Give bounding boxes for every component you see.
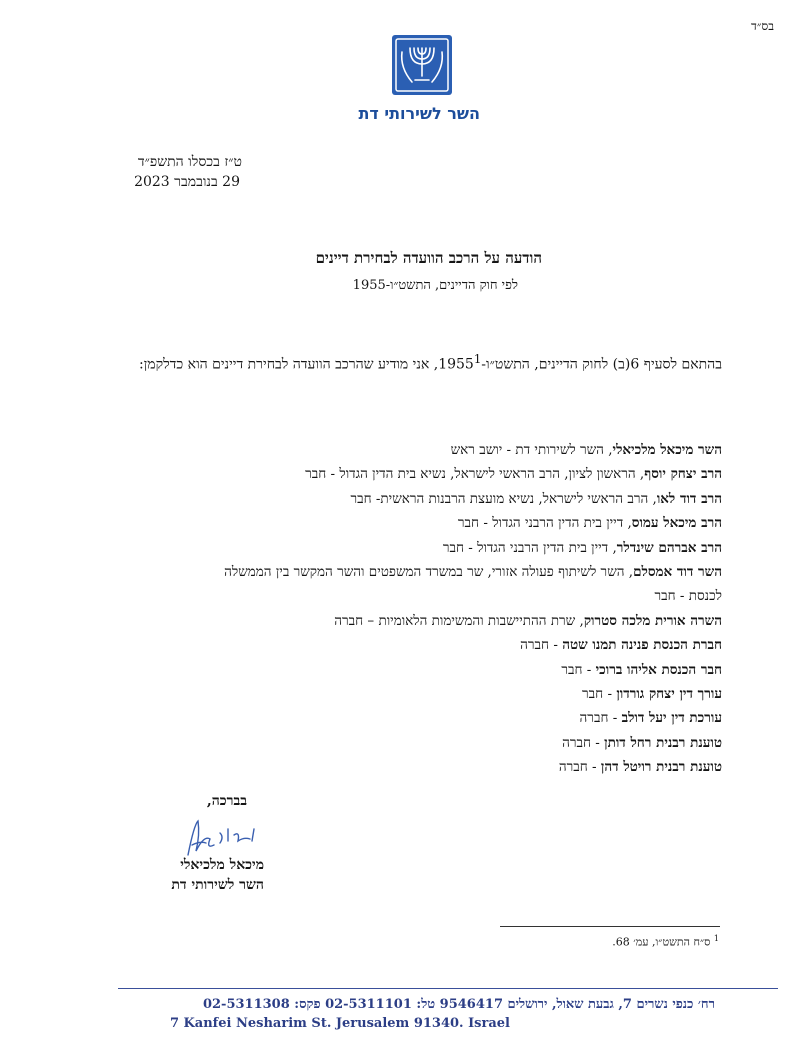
gregorian-date: 29 בנובמבר 2023	[134, 174, 240, 190]
member-role: , השר לשירותי דת - יושב ראש	[450, 442, 613, 458]
member-role: , דיין בית הדין הרבני הגדול - חבר	[442, 539, 617, 556]
member-role: - חבר	[561, 661, 596, 678]
member-role: - חברה	[520, 637, 563, 654]
signature-icon	[180, 815, 270, 861]
member-line	[72, 438, 722, 462]
member-name: טוענת רבנית רחל דותן	[604, 734, 722, 751]
member-name: השר מיכאל מלכיאלי	[612, 442, 722, 458]
member-role: - חברה	[579, 710, 622, 727]
hebrew-date: ט״ז בכסלו התשפ״ד	[137, 154, 242, 170]
member-role: , דיין בית הדין הרבני הגדול - חבר	[457, 515, 632, 532]
member-name: השר דוד אמסלם	[633, 564, 722, 581]
member-line	[72, 536, 722, 560]
member-line	[72, 731, 722, 755]
member-role: , הרב הראשי לישראל, נשיא מועצת הרבנות הראשית- חבר	[350, 490, 657, 507]
member-name: טוענת רבנית רויטל דהן	[600, 759, 722, 776]
member-name: הרב אברהם שינדלר	[616, 539, 722, 556]
member-line	[72, 658, 722, 682]
member-name: השרה אורית מלכה סטרוק	[583, 612, 722, 629]
member-role: - חברה	[562, 734, 605, 751]
member-name: הרב מיכאל עמוס	[631, 515, 722, 532]
footnote	[612, 934, 719, 949]
footnote-divider	[500, 926, 720, 927]
member-name: הרב דוד לאו	[656, 490, 722, 507]
notice-subtitle: לפי חוק הדיינים, התשט״ו-1955	[352, 278, 518, 293]
member-role: , השר לשיתוף פעולה אזורי, שר במשרד המשפטים והשר המקשר בין הממשלה	[224, 564, 634, 581]
signatory-title: השר לשירותי דת	[171, 877, 264, 893]
member-line	[72, 462, 722, 486]
intro-text: , אני מודיע שהרכב הוועדה לבחירת דיינים הוא כדלקמן:	[139, 356, 439, 373]
member-line	[72, 511, 722, 535]
member-line	[72, 706, 722, 730]
member-name: עורך דין יצחק גורדון	[616, 686, 722, 703]
footer-address-hebrew: רח׳ כנפי נשרים 7, גבעת שאול, ירושלים 9546417 טל: 02-5311101 פקס: 02-5311308	[202, 997, 715, 1012]
member-line	[72, 755, 722, 779]
footnote-text: ס״ח התשט״ו, עמ׳ 68.	[612, 935, 714, 949]
member-line	[72, 633, 722, 657]
notice-title: הודעה על הרכב הוועדה לבחירת דיינים	[315, 249, 542, 267]
member-line	[72, 682, 722, 706]
footer-address-english: 7 Kanfei Nesharim St. Jerusalem 91340. Israel	[169, 1016, 510, 1031]
member-name: עורכת דין יעל דולב	[621, 710, 722, 727]
member-name: הרב יצחק יוסף	[644, 466, 722, 483]
member-line	[72, 560, 722, 584]
footnote-number: 1	[713, 934, 719, 943]
member-name: חבר הכנסת אליהו ברוכי	[595, 661, 722, 678]
member-role: , הראשון לציון, הרב הראשי לישראל, נשיא בית הדין הגדול - חבר	[305, 466, 645, 483]
member-line	[72, 584, 722, 608]
member-role: , שרת ההתיישבות והמשימות הלאומיות – חברה	[334, 612, 584, 629]
member-role: - חבר	[582, 686, 617, 703]
signatory-name: מיכאל מלכיאלי	[180, 857, 264, 873]
footer-divider	[118, 988, 778, 989]
intro-paragraph	[82, 346, 722, 378]
state-emblem-icon	[390, 34, 454, 96]
ministry-name: השר לשירותי דת	[358, 104, 480, 123]
member-role: - חברה	[558, 759, 601, 776]
member-role: לכנסת - חבר	[654, 588, 722, 605]
member-line	[72, 487, 722, 511]
footnote-ref: 1	[473, 352, 482, 366]
member-line	[72, 609, 722, 633]
bsd-mark: בס״ד	[751, 19, 774, 33]
member-name: חברת הכנסת פנינה תמנו שטה	[562, 637, 722, 654]
committee-member-list	[72, 438, 722, 780]
closing-blessing: בברכה,	[206, 793, 247, 809]
intro-text: בהתאם לסעיף 6(ב) לחוק הדיינים, התשט״ו-1955	[438, 356, 722, 373]
